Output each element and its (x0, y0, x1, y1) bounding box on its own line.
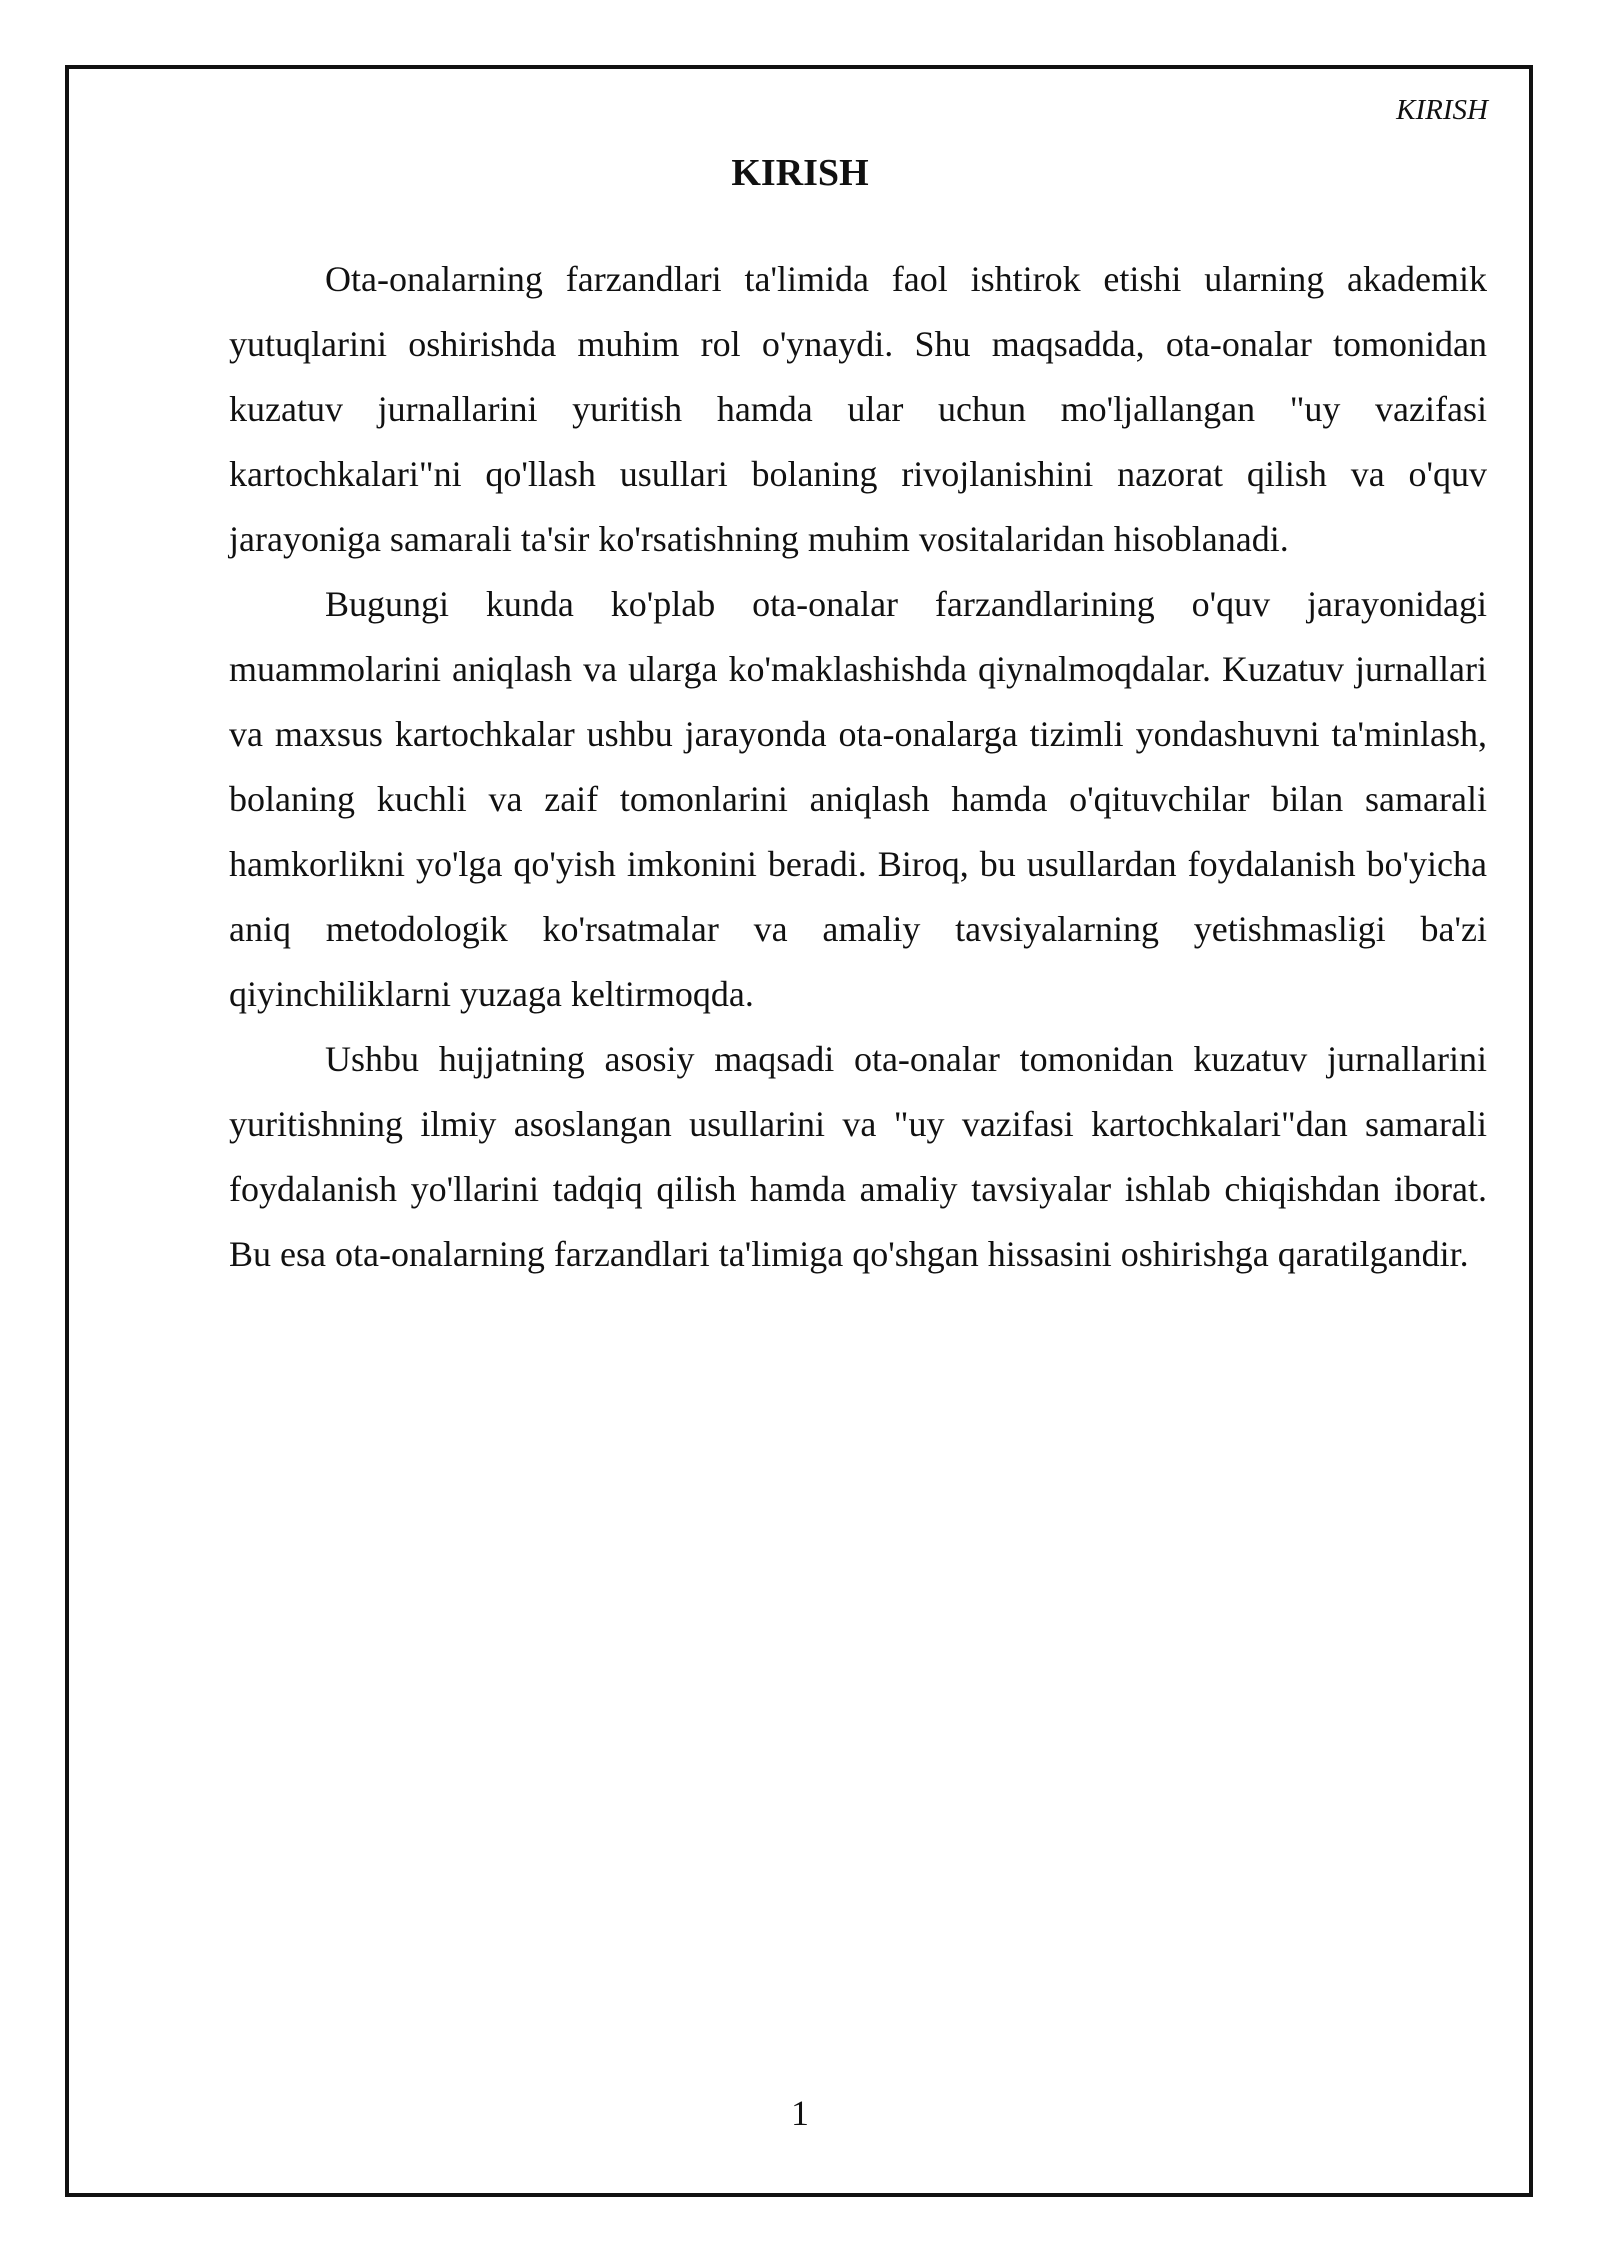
page-title: KIRISH (731, 152, 869, 194)
paragraph-1: Ota-onalarning farzandlari ta'limida faol ishtirok etishi ularning akademik yutuqlarini oshirishda muhim rol o'ynaydi. Shu maqsadda, ota-onalar tomonidan kuzatuv jurnallarini yuritish hamda ular uchun mo'ljallangan "uy vazifasi kartochkalari"ni qo'llash usullari bolaning rivojlanishini nazorat qilish va o'quv jarayoniga samarali ta'sir ko'rsatishning muhim vositalaridan hisoblanadi. (229, 259, 1487, 559)
document-body (229, 247, 1487, 1287)
paragraph-2: Bugungi kunda ko'plab ota-onalar farzandlarining o'quv jarayonidagi muammolarini aniqlash va ularga ko'maklashishda qiynalmoqdalar. Kuzatuv jurnallari va maxsus kartochkalar ushbu jarayonda ota-onalarga tizimli yondashuvni ta'minlash, bolaning kuchli va zaif tomonlarini aniqlash hamda o'qituvchilar bilan samarali hamkorlikni yo'lga qo'yish imkonini beradi. Biroq, bu usullardan foydalanish bo'yicha aniq metodologik ko'rsatmalar va amaliy tavsiyalarning yetishmasligi ba'zi qiyinchiliklarni yuzaga keltirmoqda. (229, 584, 1487, 1014)
paragraph-3: Ushbu hujjatning asosiy maqsadi ota-onalar tomonidan kuzatuv jurnallarini yuritishning ilmiy asoslangan usullarini va "uy vazifasi kartochkalari"dan samarali foydalanish yo'llarini tadqiq qilish hamda amaliy tavsiyalar ishlab chiqishdan iborat. Bu esa ota-onalarning farzandlari ta'limiga qo'shgan hissasini oshirishga qaratilgandir. (229, 1039, 1487, 1274)
page-number: 1 (791, 2093, 809, 2133)
running-header: KIRISH (1396, 94, 1488, 126)
